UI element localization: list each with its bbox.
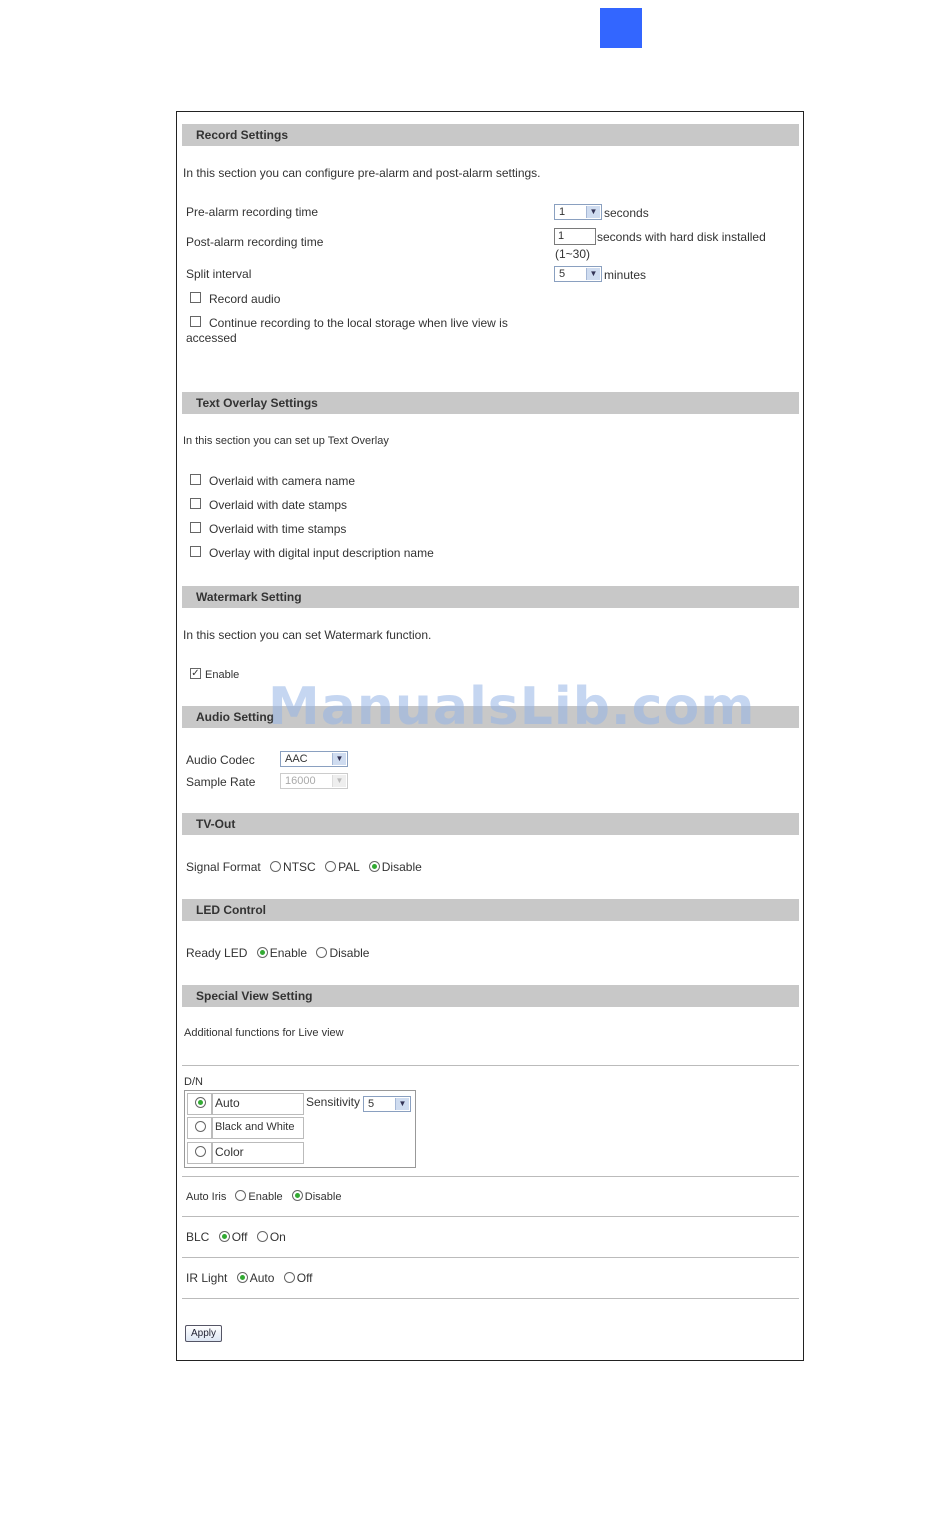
sensitivity-select[interactable]: 5 ▼ [363,1096,411,1112]
blc-off-label: Off [231,1230,248,1244]
overlay-time-checkbox[interactable] [190,522,201,533]
blc-on-label: On [269,1230,286,1244]
signal-format-label: Signal Format [186,860,261,874]
record-settings-header: Record Settings [182,124,799,146]
dn-auto-radio[interactable] [195,1097,206,1108]
divider [182,1257,799,1258]
record-audio-label: Record audio [209,292,281,306]
led-control-header: LED Control [182,899,799,921]
post-alarm-unit: seconds with hard disk installed [597,230,766,244]
blc-on-radio[interactable] [257,1231,268,1242]
ir-light-row [186,1271,313,1286]
audio-codec-label: Audio Codec [186,753,255,767]
chevron-down-icon: ▼ [395,1098,409,1110]
signal-disable-radio[interactable] [369,861,380,872]
audio-codec-select[interactable]: AAC ▼ [280,751,348,767]
divider [182,1216,799,1217]
auto-iris-row [186,1190,341,1205]
watermark-setting-header: Watermark Setting [182,586,799,608]
post-alarm-input[interactable]: 1 [554,228,596,245]
ready-led-row [186,946,369,961]
signal-format-row [186,860,422,875]
overlay-date-checkbox[interactable] [190,498,201,509]
divider [182,1298,799,1299]
split-interval-unit: minutes [604,268,647,282]
continue-recording-label: Continue recording to the local storage when live view is [209,316,508,330]
ready-led-enable-radio[interactable] [257,947,268,958]
chevron-down-icon: ▼ [586,206,600,218]
ready-led-enable-label: Enable [269,946,308,960]
page-tab-marker [600,8,642,48]
dn-color-radio[interactable] [195,1146,206,1157]
signal-disable-label: Disable [381,860,422,874]
ir-auto-label: Auto [249,1271,275,1285]
ready-led-disable-label: Disable [329,946,370,960]
dn-label: D/N [184,1076,203,1088]
continue-recording-label-cont: accessed [186,331,237,345]
dn-bw-cell [187,1117,212,1139]
watermark-enable-checkbox[interactable]: ✓ [191,668,200,679]
dn-color-label: Color [212,1142,304,1164]
blc-off-radio[interactable] [219,1231,230,1242]
signal-ntsc-label: NTSC [283,860,316,874]
sensitivity-label: Sensitivity [306,1095,361,1109]
watermark-description: In this section you can set Watermark function. [183,628,432,642]
dn-bw-radio[interactable] [195,1121,206,1132]
continue-recording-checkbox[interactable] [190,316,201,327]
auto-iris-enable-label: Enable [248,1191,283,1203]
auto-iris-disable-radio[interactable] [292,1190,303,1201]
ready-led-disable-radio[interactable] [316,947,327,958]
chevron-down-icon: ▼ [332,775,346,787]
post-alarm-label: Post-alarm recording time [186,235,324,249]
signal-ntsc-radio[interactable] [270,861,281,872]
auto-iris-label: Auto Iris [186,1191,227,1203]
sample-rate-select[interactable]: 16000 ▼ [280,773,348,789]
record-audio-checkbox[interactable] [190,292,201,303]
site-watermark: ManualsLib.com [268,677,756,737]
blc-row [186,1230,286,1245]
divider [182,1065,799,1066]
ir-off-label: Off [296,1271,313,1285]
divider [182,1176,799,1177]
tv-out-header: TV-Out [182,813,799,835]
dn-color-cell [187,1142,212,1164]
ready-led-label: Ready LED [186,946,248,960]
special-view-header: Special View Setting [182,985,799,1007]
chevron-down-icon: ▼ [586,268,600,280]
signal-pal-radio[interactable] [325,861,336,872]
record-settings-description: In this section you can configure pre-alarm and post-alarm settings. [183,166,541,180]
audio-setting-header: Audio Setting [182,706,799,728]
special-view-description: Additional functions for Live view [184,1027,344,1039]
apply-button[interactable]: Apply [185,1325,222,1342]
split-interval-label: Split interval [186,267,252,281]
split-interval-select[interactable]: 5 ▼ [554,266,602,282]
pre-alarm-select[interactable]: 1 ▼ [554,204,602,220]
overlay-digital-input-label: Overlay with digital input description name [209,546,434,560]
sample-rate-label: Sample Rate [186,775,256,789]
overlay-date-label: Overlaid with date stamps [209,498,348,512]
pre-alarm-label: Pre-alarm recording time [186,205,319,219]
dn-auto-cell [187,1093,212,1115]
overlay-digital-input-checkbox[interactable] [190,546,201,557]
text-overlay-description: In this section you can set up Text Overlay [183,435,389,447]
signal-pal-label: PAL [338,860,360,874]
pre-alarm-unit: seconds [604,206,649,220]
auto-iris-enable-radio[interactable] [235,1190,246,1201]
overlay-camera-name-label: Overlaid with camera name [209,474,356,488]
auto-iris-disable-label: Disable [304,1191,342,1203]
ir-off-radio[interactable] [284,1272,295,1283]
ir-auto-radio[interactable] [237,1272,248,1283]
overlay-camera-name-checkbox[interactable] [190,474,201,485]
watermark-enable-label: Enable [205,669,240,681]
post-alarm-range: (1~30) [555,247,591,261]
ir-light-label: IR Light [186,1271,228,1285]
overlay-time-label: Overlaid with time stamps [209,522,347,536]
dn-auto-label: Auto [212,1093,304,1115]
dn-bw-label: Black and White [212,1117,304,1139]
text-overlay-header: Text Overlay Settings [182,392,799,414]
blc-label: BLC [186,1230,210,1244]
chevron-down-icon: ▼ [332,753,346,765]
